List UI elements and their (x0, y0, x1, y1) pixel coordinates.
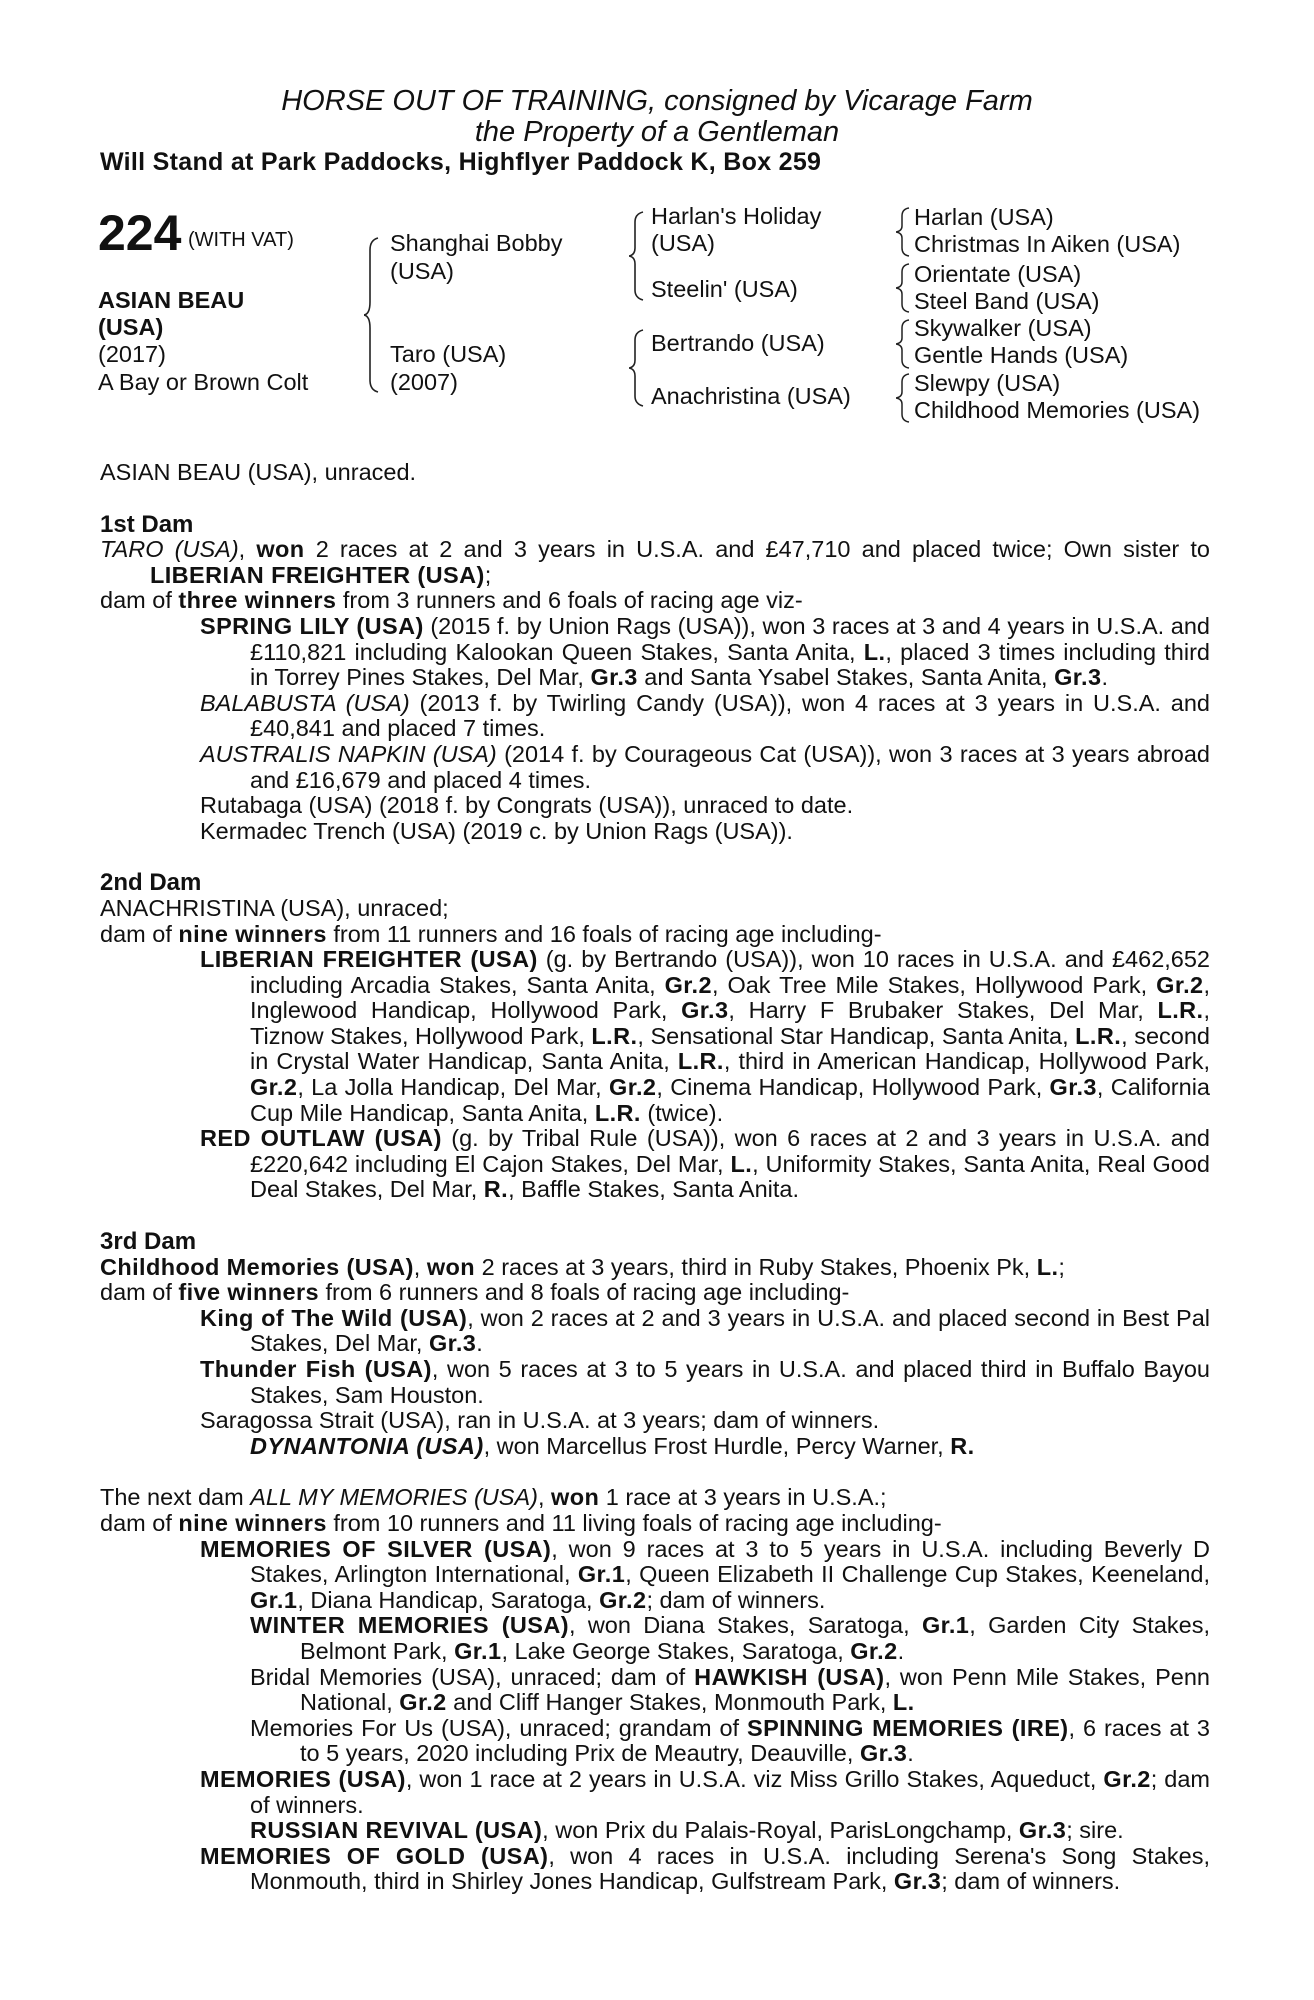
catalogue-header-property: the Property of a Gentleman (474, 116, 840, 148)
progeny-thunder-fish: Thunder Fish (USA), won 5 races at 3 to 5 years in U.S.A. and placed third in Buffalo Bayou Stakes, Sam Houston. (200, 1356, 1210, 1408)
progeny-memories-of-gold: MEMORIES OF GOLD (USA), won 4 races in U.S.A. including Serena's Song Stakes, Monmouth, third in Shirley Jones Handicap, Gulfstream Park, Gr.3; dam of winners. (200, 1842, 1210, 1895)
second-dam-produce-summary: dam of nine winners from 11 runners and 16 foals of racing age including- (100, 920, 882, 947)
second-dam-record: ANACHRISTINA (USA), unraced; (100, 894, 449, 921)
fourth-dam-produce-summary: dam of nine winners from 10 runners and 11 living foals of racing age including- (100, 1509, 942, 1536)
pedigree-brace-gg4 (896, 372, 914, 424)
pedigree-brace-main (364, 236, 386, 394)
progeny-balabusta: BALABUSTA (USA) (2013 f. by Twirling Candy (USA)), won 4 races at 3 years in U.S.A. and £40,841 and placed 7 times. (200, 689, 1211, 742)
sire-dam-name: Steelin' (USA) (651, 276, 798, 302)
gg-skywalker: Skywalker (USA) (914, 315, 1092, 341)
gg-harlan: Harlan (USA) (914, 204, 1054, 230)
gg-slewpy: Slewpy (USA) (914, 370, 1061, 396)
gg-christmas-in-aiken: Christmas In Aiken (USA) (914, 231, 1181, 257)
progeny-memories-of-silver: MEMORIES OF SILVER (USA), won 9 races at 3 to 5 years in U.S.A. including Beverly D Stakes, Arlington International, Gr.1, Queen Elizabeth II Challenge Cup Stakes, Keeneland, Gr.1, Diana Handicap, Saratoga, Gr.2; dam of winners. (200, 1535, 1210, 1613)
dam-name: Taro (USA) (390, 341, 507, 367)
pedigree-brace-sire (629, 210, 649, 302)
fourth-dam-record: The next dam ALL MY MEMORIES (USA), won 1 race at 3 years in U.S.A.; (100, 1484, 887, 1511)
third-dam-heading: 3rd Dam (100, 1228, 197, 1256)
dam-sire-name: Bertrando (USA) (651, 330, 825, 356)
sire-sire-origin: (USA) (651, 230, 715, 256)
third-dam-record: Childhood Memories (USA), won 2 races at 3 years, third in Ruby Stakes, Phoenix Pk, L.; (100, 1253, 1065, 1280)
lot-number: 224 (98, 205, 182, 261)
first-dam-record: TARO (USA), won 2 races at 2 and 3 years in U.S.A. and £47,710 and placed twice; Own sister to LIBERIAN FREIGHTER (USA); (100, 536, 1210, 588)
progeny-red-outlaw: RED OUTLAW (USA) (g. by Tribal Rule (USA)), won 6 races at 2 and 3 years in U.S.A. and £220,642 including El Cajon Stakes, Del Mar, L., Uniformity Stakes, Santa Anita, Real Good Deal Stakes, Del Mar, R., Baffle Stakes, Santa Anita. (200, 1125, 1211, 1203)
dam-dam-name: Anachristina (USA) (651, 383, 851, 409)
horse-description: A Bay or Brown Colt (98, 369, 309, 395)
pedigree-brace-gg1 (896, 206, 914, 258)
progeny-king-of-the-wild: King of The Wild (USA), won 2 races at 2 and 3 years in U.S.A. and placed second in Best Pal Stakes, Del Mar, Gr.3. (200, 1304, 1210, 1357)
progeny-bridal-memories: Bridal Memories (USA), unraced; dam of HAWKISH (USA), won Penn Mile Stakes, Penn National, Gr.2 and Cliff Hanger Stakes, Monmouth Park, L. (250, 1663, 1210, 1716)
progeny-saragossa-strait: Saragossa Strait (USA), ran in U.S.A. at 3 years; dam of winners. (200, 1407, 880, 1434)
sire-name: Shanghai Bobby (390, 230, 563, 256)
first-dam-produce-summary: dam of three winners from 3 runners and 6 foals of racing age viz- (100, 587, 803, 614)
progeny-spring-lily: SPRING LILY (USA) (2015 f. by Union Rags (USA)), won 3 races at 3 and 4 years in U.S.A. and £110,821 including Kalookan Queen Stakes, Santa Anita, L., placed 3 times including third in Torrey Pines Stakes, Del Mar, Gr.3 and Santa Ysabel Stakes, Santa Anita, Gr.3. (200, 612, 1211, 691)
dam-year: (2007) (390, 369, 458, 395)
horse-origin: (USA) (98, 314, 164, 340)
progeny-kermadec-trench: Kermadec Trench (USA) (2019 c. by Union Rags (USA)). (200, 817, 793, 844)
progeny-winter-memories: WINTER MEMORIES (USA), won Diana Stakes, Saratoga, Gr.1, Garden City Stakes, Belmont Park, Gr.1, Lake George Stakes, Saratoga, Gr.2. (250, 1612, 1211, 1664)
catalogue-header-location: Will Stand at Park Paddocks, Highflyer Paddock K, Box 259 (100, 148, 822, 176)
vat-note: (WITH VAT) (188, 229, 294, 251)
horse-name: ASIAN BEAU (98, 287, 245, 313)
race-record: ASIAN BEAU (USA), unraced. (100, 459, 417, 485)
pedigree-brace-dam (629, 328, 649, 408)
first-dam-heading: 1st Dam (100, 510, 194, 538)
pedigree-brace-gg2 (896, 262, 914, 314)
progeny-russian-revival: RUSSIAN REVIVAL (USA), won Prix du Palais-Royal, ParisLongchamp, Gr.3; sire. (250, 1817, 1124, 1844)
progeny-dynantonia: DYNANTONIA (USA), won Marcellus Frost Hurdle, Percy Warner, R. (250, 1432, 975, 1459)
progeny-memories-for-us: Memories For Us (USA), unraced; grandam of SPINNING MEMORIES (IRE), 6 races at 3 to 5 years, 2020 including Prix de Meautry, Deauville, Gr.3. (250, 1714, 1210, 1767)
progeny-rutabaga: Rutabaga (USA) (2018 f. by Congrats (USA)), unraced to date. (200, 792, 854, 819)
gg-orientate: Orientate (USA) (914, 261, 1082, 287)
progeny-memories: MEMORIES (USA), won 1 race at 2 years in U.S.A. viz Miss Grillo Stakes, Aqueduct, Gr.2; dam of winners. (200, 1765, 1210, 1818)
sire-sire-name: Harlan's Holiday (651, 203, 822, 229)
gg-steel-band: Steel Band (USA) (914, 288, 1100, 314)
pedigree-block (0, 0, 1314, 440)
catalogue-body (100, 460, 1210, 1895)
third-dam-produce-summary: dam of five winners from 6 runners and 8 foals of racing age including- (100, 1279, 850, 1306)
pedigree-brace-gg3 (896, 318, 914, 370)
progeny-liberian-freighter: LIBERIAN FREIGHTER (USA) (g. by Bertrando (USA)), won 10 races in U.S.A. and £462,652 including Arcadia Stakes, Santa Anita, Gr.2, Oak Tree Mile Stakes, Hollywood Park, Gr.2, Inglewood Handicap, Hollywood Park, Gr.3, Harry F Brubaker Stakes, Del Mar, L.R., Tiznow Stakes, Hollywood Park, L.R., Sensational Star Handicap, Santa Anita, L.R., second in Crystal Water Handicap, Santa Anita, L.R., third in American Handicap, Hollywood Park, Gr.2, La Jolla Handicap, Del Mar, Gr.2, Cinema Handicap, Hollywood Park, Gr.3, California Cup Mile Handicap, Santa Anita, L.R. (twice). (200, 946, 1210, 1126)
gg-childhood-memories: Childhood Memories (USA) (914, 397, 1201, 423)
progeny-australis-napkin: AUSTRALIS NAPKIN (USA) (2014 f. by Courageous Cat (USA)), won 3 races at 3 years abroad and £16,679 and placed 4 times. (200, 740, 1210, 793)
gg-gentle-hands: Gentle Hands (USA) (914, 342, 1129, 368)
sire-origin: (USA) (390, 258, 454, 284)
second-dam-heading: 2nd Dam (100, 869, 202, 897)
horse-year: (2017) (98, 341, 166, 367)
catalogue-header-consignor: HORSE OUT OF TRAINING, consigned by Vicarage Farm (281, 85, 1033, 117)
